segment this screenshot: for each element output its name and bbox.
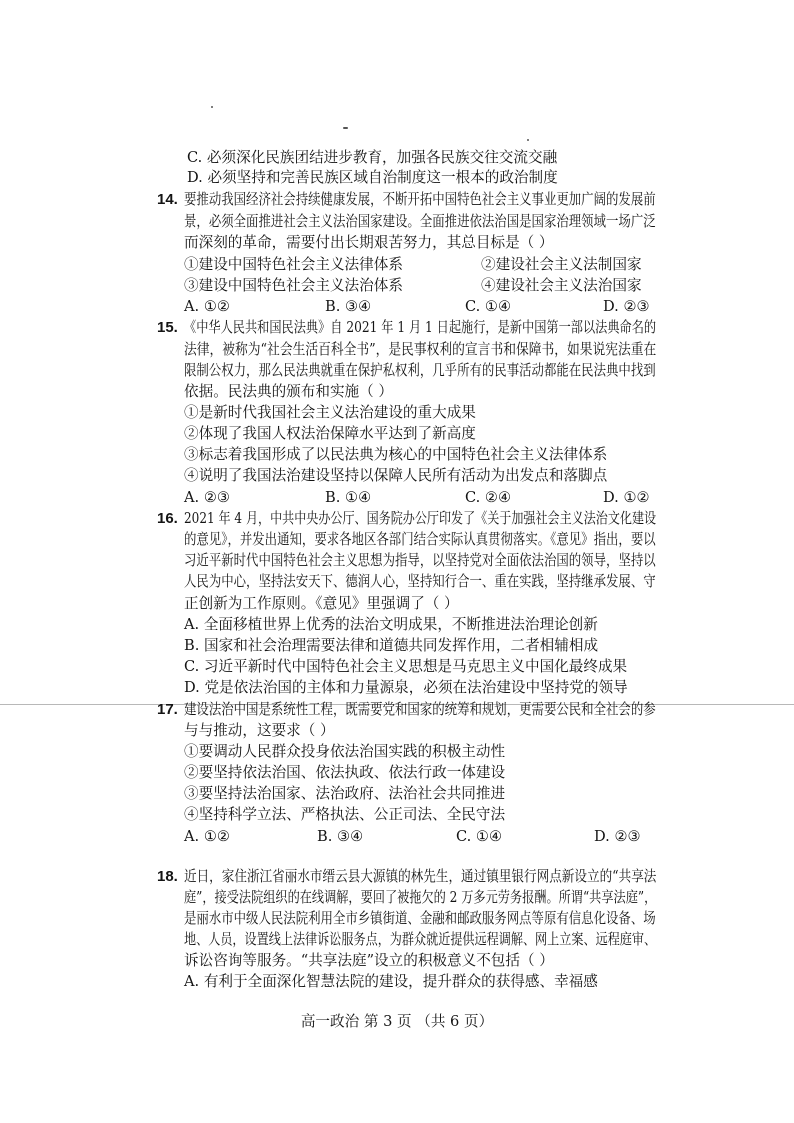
answer-choice[interactable]: A. 有利于全面深化智慧法院的建设，提升群众的获得感、幸福感 [184, 973, 598, 990]
question-stem: 是丽水市中级人民法院利用全市乡镇街道、金融和邮政服务网点等原有信息化设备、场 [184, 910, 656, 927]
answer-choice[interactable]: D. ①② [603, 489, 650, 506]
question-number: 17. [157, 701, 178, 718]
answer-choice[interactable]: A. 全面移植世界上优秀的法治文明成果，不断推进法治理论创新 [184, 616, 598, 633]
answer-choice[interactable]: A. ②③ [184, 489, 230, 506]
scan-speck [527, 139, 529, 141]
statement-item: ②建设社会主义法制国家 [481, 256, 642, 273]
answer-choice[interactable]: B. ①④ [325, 489, 372, 506]
answer-choice[interactable]: B. 国家和社会治理需要法律和道德共同发挥作用，二者相辅相成 [184, 637, 599, 654]
statement-item: ①建设中国特色社会主义法律体系 [184, 256, 403, 273]
question-stem: 依据。民法典的颁布和实施（ ） [184, 383, 393, 400]
question-stem: 要推动我国经济社会持续健康发展，不断开拓中国特色社会主义事业更加广阔的发展前 [184, 191, 656, 208]
question-stem: 近日，家住浙江省丽水市缙云县大源镇的林先生，通过镇里银行网点新设立的“共享法 [184, 868, 657, 885]
question-stem: 建设法治中国是系统性工程，既需要党和国家的统筹和规划，更需要公民和全社会的参 [184, 701, 656, 718]
statement-item: ①是新时代我国社会主义法治建设的重大成果 [184, 404, 476, 421]
question-stem: 景，必须全面推进社会主义法治国家建设。全面推进依法治国是国家治理领域一场广泛 [184, 213, 656, 230]
question-stem: 习近平新时代中国特色社会主义思想为指导，以坚持党对全面依法治国的领导，坚持以 [184, 552, 656, 569]
answer-choice[interactable]: B. ③④ [325, 298, 372, 315]
answer-choice[interactable]: B. ③④ [317, 828, 364, 845]
statement-item: ②体现了我国人权法治保障水平达到了新高度 [184, 425, 476, 442]
question-stem: 2021 年 4 月，中共中央办公厅、国务院办公厅印发了《关于加强社会主义法治文化建设 [184, 510, 657, 527]
statement-item: ④建设社会主义法治国家 [481, 277, 642, 294]
option-d: D. 必须坚持和完善民族区域自治制度这一根本的政治制度 [187, 169, 558, 186]
statement-item: ②要坚持依法治国、依法执政、依法行政一体建设 [184, 764, 506, 781]
statement-item: ③要坚持法治国家、法治政府、法治社会共同推进 [184, 785, 506, 802]
question-number: 16. [157, 510, 178, 527]
question-stem: 而深刻的革命，需要付出长期艰苦努力，其总目标是（ ） [184, 234, 554, 251]
answer-choice[interactable]: C. ①④ [456, 828, 503, 845]
option-c: C. 必须深化民族团结进步教育，加强各民族交往交流交融 [187, 149, 558, 166]
statement-item: ③标志着我国形成了以民法典为核心的中国特色社会主义法律体系 [184, 446, 608, 463]
question-stem: 的意见》，并发出通知，要求各地区各部门结合实际认真贯彻落实。《意见》指出，要以 [184, 531, 656, 548]
question-stem: 法律，被称为“社会生活百科全书”，是民事权利的宣言书和保障书，如果说宪法重在 [184, 341, 657, 358]
answer-choice[interactable]: D. ②③ [603, 298, 650, 315]
scan-speck [343, 127, 348, 129]
question-stem: 人民为中心，坚持法安天下、德润人心，坚持知行合一、重在实践，坚持继承发展、守 [184, 573, 656, 590]
answer-choice[interactable]: C. 习近平新时代中国特色社会主义思想是马克思主义中国化最终成果 [184, 658, 628, 675]
question-stem: 诉讼咨询等服务。“共享法庭”设立的积极意义不包括（ ） [184, 952, 554, 969]
answer-choice[interactable]: C. ②④ [465, 489, 512, 506]
question-number: 14. [157, 191, 178, 208]
answer-choice[interactable]: A. ①② [184, 298, 230, 315]
statement-item: ①要调动人民群众投身依法治国实践的积极主动性 [184, 743, 506, 760]
scan-speck [211, 106, 213, 108]
question-stem: 正创新为工作原则。《意见》里强调了（ ） [184, 595, 459, 612]
statement-item: ④说明了我国法治建设坚持以保障人民所有活动为出发点和落脚点 [184, 467, 608, 484]
question-stem: 《中华人民共和国民法典》自 2021 年 1 月 1 日起施行，是新中国第一部以法典命名的 [184, 319, 657, 336]
answer-choice[interactable]: D. ②③ [594, 828, 641, 845]
answer-choice[interactable]: D. 党是依法治国的主体和力量源泉，必须在法治建设中坚持党的领导 [184, 679, 628, 696]
statement-item: ③建设中国特色社会主义法治体系 [184, 277, 403, 294]
statement-item: ④坚持科学立法、严格执法、公正司法、全民守法 [184, 806, 506, 823]
question-stem: 与与推动，这要求（ ） [184, 722, 335, 739]
question-number: 18. [157, 868, 178, 885]
question-stem: 地、人员，设置线上法律诉讼服务点，为群众就近提供远程调解、网上立案、远程庭审、 [184, 931, 657, 948]
question-stem: 限制公权力，那么民法典就重在保护私权利，几乎所有的民事活动都能在民法典中找到 [184, 362, 656, 379]
question-number: 15. [157, 319, 178, 336]
answer-choice[interactable]: A. ①② [184, 828, 230, 845]
question-stem: 庭”，接受法院组织的在线调解，要回了被拖欠的 2 万多元劳务报酬。所谓“共享法庭”， [184, 889, 657, 906]
page-footer: 高一政治 第 3 页 （共 6 页） [300, 1013, 494, 1030]
answer-choice[interactable]: C. ①④ [465, 298, 512, 315]
